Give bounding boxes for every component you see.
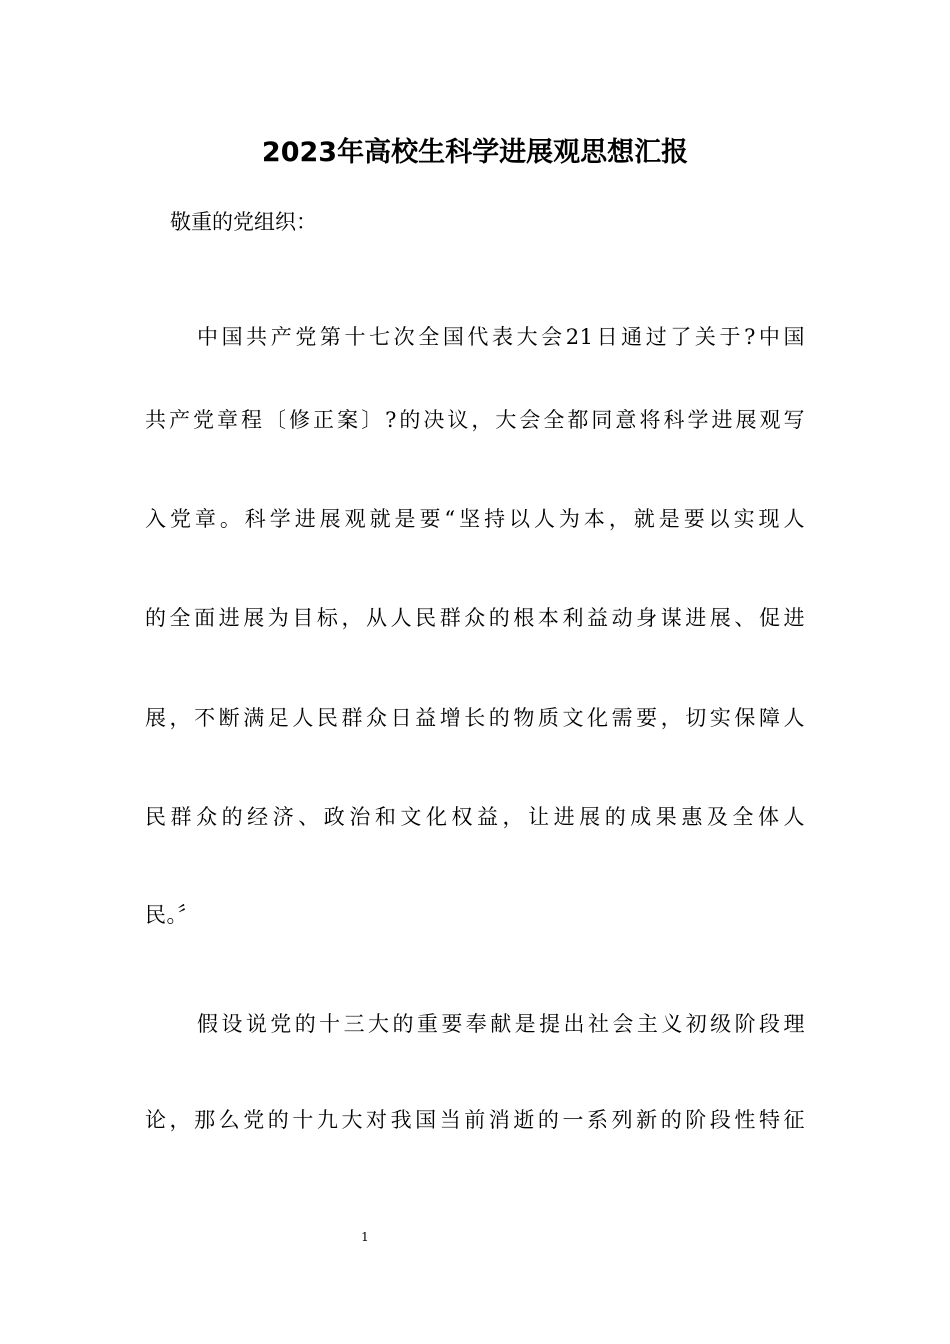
paragraph-line: 入党章。科学进展观就是要“坚持以人为本，就是要以实现人: [145, 507, 805, 531]
paragraph-line: 的全面进展为目标，从人民群众的根本利益动身谋进展、促进: [145, 606, 805, 630]
paragraph-line: 共产党章程〔修正案〕?的决议，大会全都同意将科学进展观写: [145, 408, 805, 432]
paragraph-line: 民群众的经济、政治和文化权益，让进展的成果惠及全体人: [145, 805, 805, 829]
paragraph-line: 中国共产党第十七次全国代表大会21日通过了关于?中国: [197, 325, 805, 349]
document-title: 2023年高校生科学进展观思想汇报: [261, 137, 689, 168]
paragraph-line: 假设说党的十三大的重要奉献是提出社会主义初级阶段理: [197, 1012, 805, 1036]
paragraph-line: 民。〞: [145, 903, 199, 927]
paragraph-line: 论，那么党的十九大对我国当前消逝的一系列新的阶段性特征: [145, 1108, 805, 1132]
paragraph-line: 展，不断满足人民群众日益增长的物质文化需要，切实保障人: [145, 706, 805, 730]
page-number: 1: [361, 1230, 369, 1244]
salutation: 敬重的党组织：: [170, 210, 317, 234]
